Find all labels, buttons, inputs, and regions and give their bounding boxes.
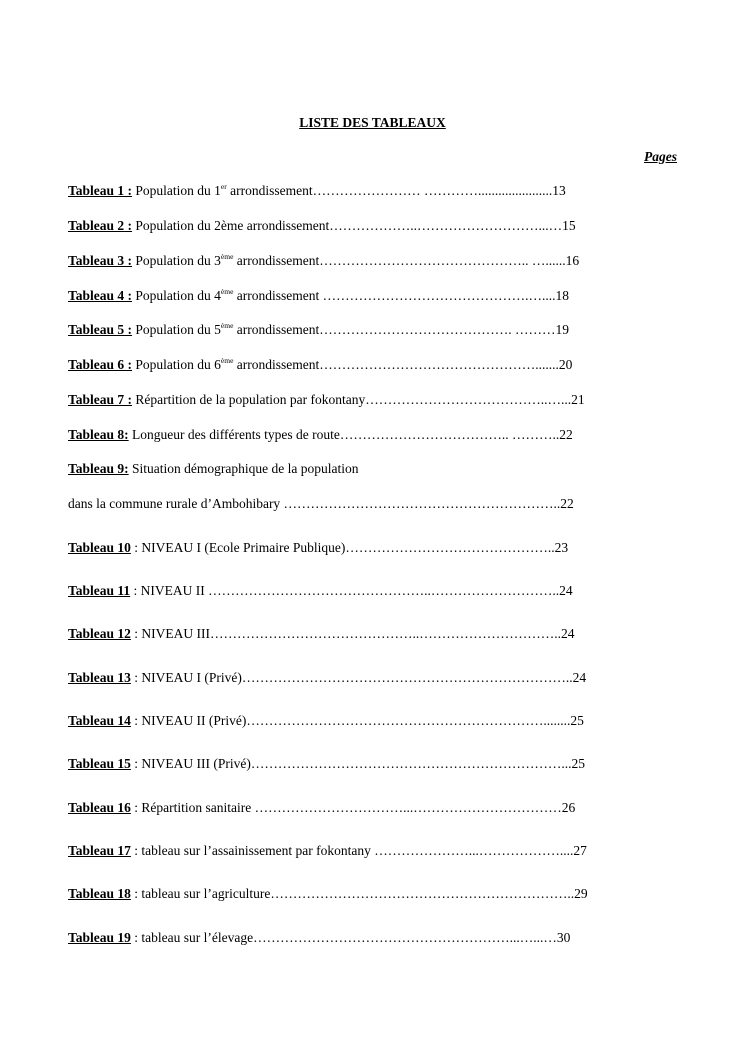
toc-entry xyxy=(68,756,585,772)
entry-label: Tableau 9: xyxy=(68,461,129,476)
entry-text-continued: arrondissement………………………………………….......20 xyxy=(233,357,573,372)
entry-text: NIVEAU II …………………………………………..………………………..24 xyxy=(140,583,573,598)
entry-separator: : xyxy=(130,886,142,901)
entry-label: Tableau 12 xyxy=(68,626,131,641)
entry-superscript: ème xyxy=(220,287,234,296)
toc-entry xyxy=(68,183,566,199)
toc-entry xyxy=(68,288,569,304)
toc-entry xyxy=(68,427,573,443)
entry-text-continued: arrondissement……………………………………. ………19 xyxy=(233,322,570,337)
entry-label: Tableau 7 : xyxy=(68,392,133,407)
entry-text: Répartition sanitaire ……………………………...……………………………26 xyxy=(141,800,576,815)
entry-superscript: ème xyxy=(220,356,234,365)
entry-separator: : xyxy=(130,670,142,685)
entry-label: Tableau 16 xyxy=(68,800,131,815)
entry-label: Tableau 15 xyxy=(68,756,131,771)
toc-entry xyxy=(68,253,579,269)
toc-entry xyxy=(68,218,576,234)
entry-text: NIVEAU II (Privé)…………………………………………………………........25 xyxy=(141,713,584,728)
entry-separator: : xyxy=(130,930,142,945)
toc-entry xyxy=(68,461,359,477)
entry-text: tableau sur l’assainissement par fokontany …………………...………………....27 xyxy=(141,843,587,858)
entry-separator: : xyxy=(130,713,142,728)
entry-text: NIVEAU III (Privé)……………………………………………………………...25 xyxy=(141,756,586,771)
toc-entry xyxy=(68,886,588,902)
toc-entry xyxy=(68,713,584,729)
entry-label: Tableau 18 xyxy=(68,886,131,901)
toc-entry xyxy=(68,322,569,338)
entry-label: Tableau 19 xyxy=(68,930,131,945)
entry-superscript: ème xyxy=(220,252,234,261)
entry-text: Longueur des différents types de route……………………………….. ………..22 xyxy=(132,427,573,442)
entry-text: NIVEAU III………………………………………..…………………………..24 xyxy=(141,626,575,641)
entry-text: Population du 3 xyxy=(135,253,221,268)
entry-separator: : xyxy=(130,540,142,555)
entry-label: Tableau 3 : xyxy=(68,253,133,268)
entry-text: Répartition de la population par fokontany…………………………………..…...21 xyxy=(135,392,585,407)
entry-text: Population du 2ème arrondissement………………..………………………...…15 xyxy=(135,218,576,233)
entry-text: Population du 5 xyxy=(135,322,221,337)
toc-entry xyxy=(68,626,575,642)
toc-entry xyxy=(68,930,570,946)
toc-entry xyxy=(68,843,587,859)
entry-label: Tableau 1 : xyxy=(68,183,133,198)
entry-text-continued: arrondissement……………………………………….. …......16 xyxy=(233,253,580,268)
toc-entry xyxy=(68,670,586,686)
page-title: LISTE DES TABLEAUX xyxy=(299,115,446,130)
entry-separator: : xyxy=(130,583,141,598)
entry-separator: : xyxy=(130,800,142,815)
entry-text: Population du 4 xyxy=(135,288,221,303)
entry-text: tableau sur l’agriculture…………………………………………………………..29 xyxy=(141,886,588,901)
entry-text: Population du 6 xyxy=(135,357,221,372)
pages-column-heading: Pages xyxy=(644,149,677,164)
entry-label: Tableau 6 : xyxy=(68,357,133,372)
toc-entry xyxy=(68,800,575,816)
entry-label: Tableau 13 xyxy=(68,670,131,685)
toc-entry xyxy=(68,540,568,556)
entry-label: Tableau 5 : xyxy=(68,322,133,337)
entry-separator: : xyxy=(130,756,142,771)
toc-entry xyxy=(68,392,585,408)
entry-label: Tableau 11 xyxy=(68,583,131,598)
entry-separator: : xyxy=(130,843,142,858)
entry-text: NIVEAU I (Privé)………………………………………………………………..24 xyxy=(141,670,587,685)
entry-superscript: er xyxy=(220,182,227,191)
toc-entry xyxy=(68,496,574,512)
entry-label: Tableau 4 : xyxy=(68,288,133,303)
entry-text: Situation démographique de la population xyxy=(132,461,359,476)
entry-label: Tableau 2 : xyxy=(68,218,133,233)
toc-entry xyxy=(68,357,572,373)
entry-text: tableau sur l’élevage…………………………………………………...…...…30 xyxy=(141,930,571,945)
entry-label: Tableau 8: xyxy=(68,427,129,442)
entry-text: dans la commune rurale d’Ambohibary ……………………………………………………..22 xyxy=(68,496,574,511)
entry-label: Tableau 10 xyxy=(68,540,131,555)
toc-entry xyxy=(68,583,573,599)
entry-label: Tableau 14 xyxy=(68,713,131,728)
entry-superscript: ème xyxy=(220,321,234,330)
entry-label: Tableau 17 xyxy=(68,843,131,858)
entry-text-continued: arrondissement…………………… …………......................13 xyxy=(226,183,566,198)
entry-text: Population du 1 xyxy=(135,183,221,198)
entry-text-continued: arrondissement ……………………………………….…....18 xyxy=(233,288,570,303)
entry-text: NIVEAU I (Ecole Primaire Publique)………………………………………..23 xyxy=(141,540,569,555)
entry-separator: : xyxy=(130,626,142,641)
